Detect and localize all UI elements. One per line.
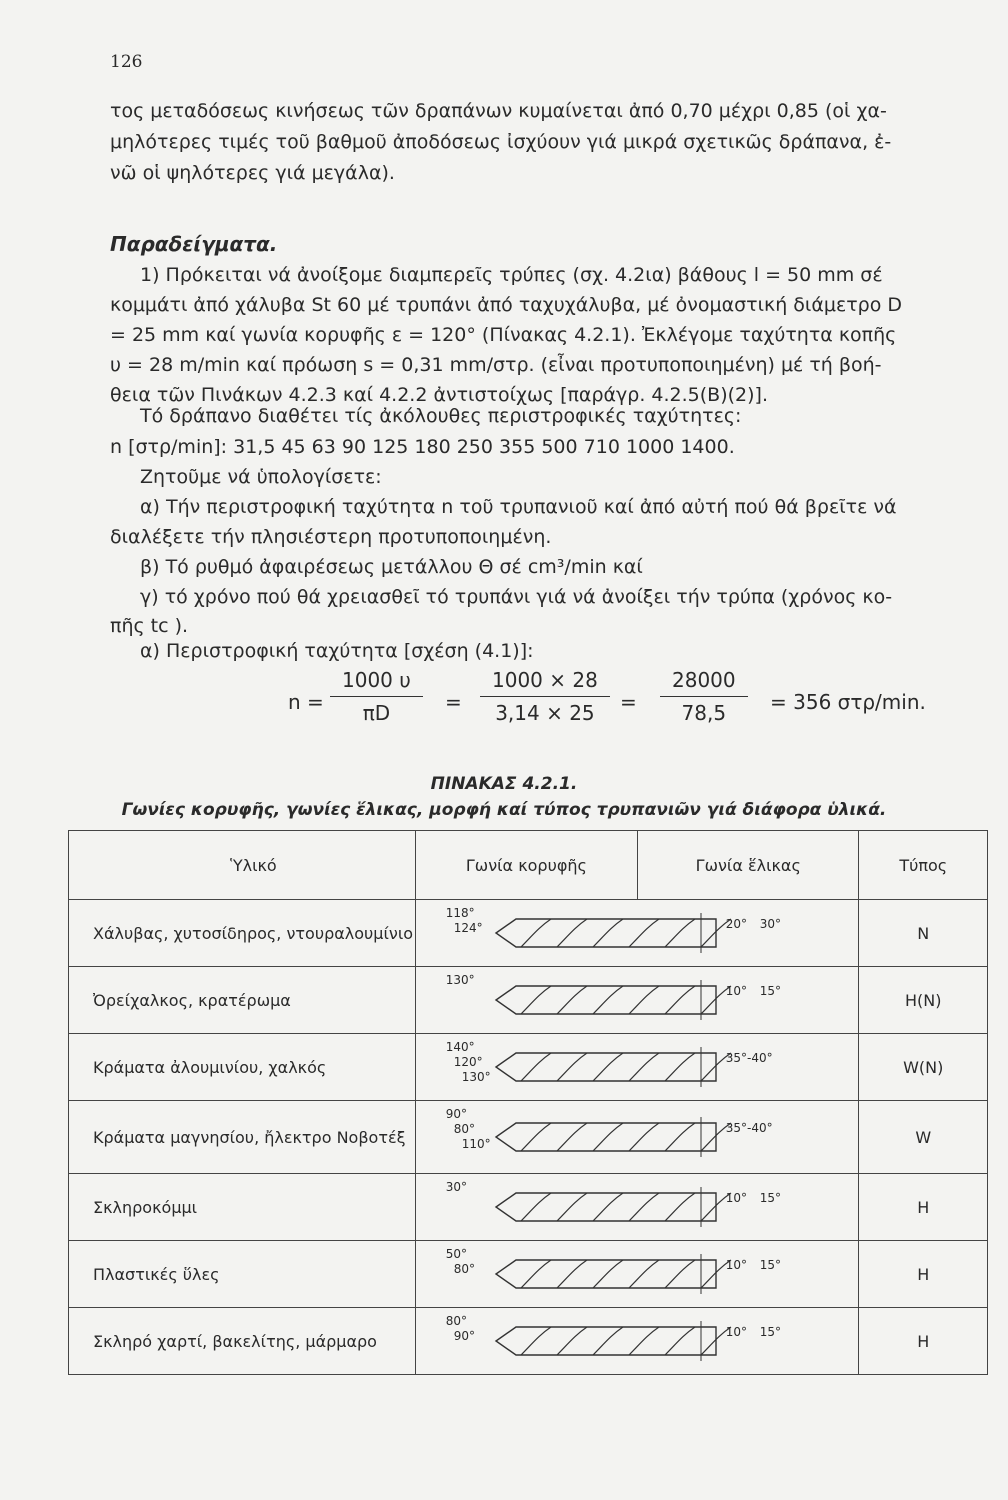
example-line-14: α) Περιστροφική ταχύτητα [σχέση (4.1)]: bbox=[140, 640, 534, 662]
type-cell: W(N) bbox=[859, 1034, 988, 1101]
page-number: 126 bbox=[110, 52, 143, 72]
helix-angle-label: 35°-40° bbox=[725, 1121, 773, 1135]
type-cell: H bbox=[859, 1308, 988, 1375]
drill-bit-drawing bbox=[416, 1034, 872, 1100]
drill-flute-line bbox=[593, 1193, 623, 1221]
type-cell: H(N) bbox=[859, 967, 988, 1034]
material-cell: Ὀρείχαλκος, κρατέρωμα bbox=[69, 967, 416, 1034]
helix-angle-label: 10° bbox=[725, 1191, 748, 1205]
example-line-11: β) Τό ρυθμό ἀφαιρέσεως μετάλλου Θ σέ cm³/min καί bbox=[140, 556, 643, 578]
drill-bit-drawing bbox=[416, 1241, 872, 1307]
helix-angle-label: 30° bbox=[759, 917, 782, 931]
drill-illustration-cell bbox=[415, 1174, 859, 1241]
drill-flute-line bbox=[593, 1123, 623, 1151]
table-row bbox=[69, 1174, 988, 1241]
point-angle-label: 50° bbox=[445, 1247, 468, 1261]
point-angle-label: 140° bbox=[445, 1040, 475, 1054]
drill-flute-line bbox=[557, 986, 587, 1014]
drill-illustration-cell bbox=[415, 1308, 859, 1375]
formula-result: = 356 στρ/min. bbox=[770, 690, 926, 714]
drill-bit-drawing bbox=[416, 900, 872, 966]
point-angle-label: 80° bbox=[453, 1262, 476, 1276]
drill-illustration-cell bbox=[415, 1034, 859, 1101]
formula-eq2: = bbox=[620, 690, 637, 714]
formula-frac1-den: πD bbox=[362, 701, 391, 725]
drill-flute-line bbox=[521, 1193, 551, 1221]
formula-frac2-den: 3,14 × 25 bbox=[495, 701, 595, 725]
intro-line-3: νῶ οἱ ψηλότερες γιά μεγάλα). bbox=[110, 162, 395, 184]
drill-flute-line bbox=[629, 1193, 659, 1221]
drill-flute-line bbox=[521, 1327, 551, 1355]
example-line-5: θεια τῶν Πινάκων 4.2.3 καί 4.2.2 ἀντιστοίχως [παράγρ. 4.2.5(Β)(2)]. bbox=[110, 384, 768, 406]
example-line-3: = 25 mm καί γωνία κορυφῆς ε = 120° (Πίνακας 4.2.1). Ἐκλέγομε ταχύτητα κοπῆς bbox=[110, 324, 897, 346]
drill-flute-line bbox=[521, 986, 551, 1014]
helix-angle-label: 15° bbox=[759, 1258, 782, 1272]
example-line-13: πῆς tc ). bbox=[110, 615, 189, 637]
formula-frac2-num: 1000 × 28 bbox=[480, 668, 610, 697]
drill-flute-line bbox=[521, 1053, 551, 1081]
table-row bbox=[69, 967, 988, 1034]
formula-fraction-1 bbox=[330, 668, 423, 725]
table-row bbox=[69, 900, 988, 967]
drill-flute-line bbox=[593, 1327, 623, 1355]
drill-flute-line bbox=[629, 919, 659, 947]
table-caption-subtitle: Γωνίες κορυφῆς, γωνίες ἕλικας, μορφή καί τύπος τρυπανιῶν γιά διάφορα ὑλικά. bbox=[121, 800, 887, 820]
example-line-9: α) Τήν περιστροφική ταχύτητα n τοῦ τρυπανιοῦ καί ἀπό αὐτή πού θά βρεῖτε νά bbox=[140, 496, 897, 518]
drill-angles-table bbox=[68, 830, 988, 1375]
formula-frac1-num: 1000 υ bbox=[330, 668, 423, 697]
table-row bbox=[69, 1034, 988, 1101]
intro-line-1: τος μεταδόσεως κινήσεως τῶν δραπάνων κυμαίνεται ἀπό 0,70 μέχρι 0,85 (οἱ χα- bbox=[110, 100, 887, 122]
drill-flute-line bbox=[557, 1123, 587, 1151]
example-line-4: υ = 28 m/min καί πρόωση s = 0,31 mm/στρ. (εἶναι προτυποποιημένη) μέ τή βοή- bbox=[110, 354, 882, 376]
drill-flute-line bbox=[521, 1123, 551, 1151]
point-angle-label: 124° bbox=[453, 921, 483, 935]
material-cell: Πλαστικές ὕλες bbox=[69, 1241, 416, 1308]
drill-illustration-cell bbox=[415, 1101, 859, 1174]
drill-flute-line bbox=[629, 1327, 659, 1355]
formula-frac3-num: 28000 bbox=[660, 668, 748, 697]
drill-flute-line bbox=[557, 1193, 587, 1221]
drill-flute-line bbox=[557, 1327, 587, 1355]
helix-angle-label: 35°-40° bbox=[725, 1051, 773, 1065]
helix-angle-label: 10° bbox=[725, 1258, 748, 1272]
material-cell: Σκληροκόμμι bbox=[69, 1174, 416, 1241]
point-angle-label: 90° bbox=[445, 1107, 468, 1121]
material-cell: Σκληρό χαρτί, βακελίτης, μάρμαρο bbox=[69, 1308, 416, 1375]
helix-angle-label: 15° bbox=[759, 1191, 782, 1205]
example-line-12: γ) τό χρόνο πού θά χρειασθεῖ τό τρυπάνι γιά νά ἀνοίξει τήν τρύπα (χρόνος κο- bbox=[140, 586, 893, 608]
formula-frac3-den: 78,5 bbox=[681, 701, 727, 725]
formula-fraction-3 bbox=[660, 668, 748, 725]
drill-flute-line bbox=[593, 919, 623, 947]
table-row bbox=[69, 1101, 988, 1174]
formula-lhs: n = bbox=[288, 690, 324, 714]
drill-flute-line bbox=[521, 919, 551, 947]
type-cell: N bbox=[859, 900, 988, 967]
drill-flute-line bbox=[593, 1053, 623, 1081]
drill-flute-line bbox=[665, 1053, 695, 1081]
drill-flute-line bbox=[629, 1260, 659, 1288]
intro-line-2: μηλότερες τιμές τοῦ βαθμοῦ ἀποδόσεως ἰσχύουν γιά μικρά σχετικῶς δράπανα, ἐ- bbox=[110, 131, 892, 153]
type-cell: W bbox=[859, 1101, 988, 1174]
example-line-7: n [στρ/min]: 31,5 45 63 90 125 180 250 355 500 710 1000 1400. bbox=[110, 436, 735, 458]
helix-angle-label: 10° bbox=[725, 1325, 748, 1339]
header-type: Τύπος bbox=[859, 831, 988, 900]
drill-flute-line bbox=[593, 986, 623, 1014]
drill-flute-line bbox=[557, 919, 587, 947]
drill-illustration-cell bbox=[415, 967, 859, 1034]
drill-bit-drawing bbox=[416, 1174, 872, 1240]
example-line-10: διαλέξετε τήν πλησιέστερη προτυποποιημένη. bbox=[110, 526, 552, 548]
section-heading: Παραδείγματα. bbox=[110, 232, 278, 256]
helix-angle-label: 20° bbox=[725, 917, 748, 931]
point-angle-label: 90° bbox=[453, 1329, 476, 1343]
point-angle-label: 130° bbox=[445, 973, 475, 987]
drill-flute-line bbox=[665, 1260, 695, 1288]
drill-bit-drawing bbox=[416, 967, 872, 1033]
point-angle-label: 80° bbox=[453, 1122, 476, 1136]
example-line-1: 1) Πρόκειται νά ἀνοίξομε διαμπερεῖς τρύπες (σχ. 4.2ια) βάθους l = 50 mm σέ bbox=[140, 264, 883, 286]
example-line-8: Ζητοῦμε νά ὑπολογίσετε: bbox=[140, 466, 382, 488]
table-header-row bbox=[69, 831, 988, 900]
point-angle-label: 118° bbox=[445, 906, 475, 920]
speed-formula bbox=[280, 668, 960, 738]
drill-flute-line bbox=[557, 1260, 587, 1288]
helix-angle-label: 15° bbox=[759, 984, 782, 998]
header-point-angle: Γωνία κορυφῆς bbox=[415, 831, 637, 900]
header-helix-angle: Γωνία ἕλικας bbox=[638, 831, 859, 900]
drill-flute-line bbox=[557, 1053, 587, 1081]
drill-flute-line bbox=[629, 986, 659, 1014]
table-caption-title: ΠΙΝΑΚΑΣ 4.2.1. bbox=[430, 774, 578, 794]
formula-eq1: = bbox=[445, 690, 462, 714]
material-cell: Κράματα μαγνησίου, ἤλεκτρο Νοβοτέξ bbox=[69, 1101, 416, 1174]
point-angle-label: 110° bbox=[461, 1137, 491, 1151]
drill-illustration-cell bbox=[415, 1241, 859, 1308]
point-angle-label: 30° bbox=[445, 1180, 468, 1194]
drill-flute-line bbox=[629, 1123, 659, 1151]
formula-fraction-2 bbox=[480, 668, 610, 725]
material-cell: Κράματα ἀλουμινίου, χαλκός bbox=[69, 1034, 416, 1101]
example-line-2: κομμάτι ἀπό χάλυβα St 60 μέ τρυπάνι ἀπό ταχυχάλυβα, μέ ὀνομαστική διάμετρο D bbox=[110, 294, 903, 316]
type-cell: H bbox=[859, 1241, 988, 1308]
drill-flute-line bbox=[665, 986, 695, 1014]
table-row bbox=[69, 1241, 988, 1308]
drill-flute-line bbox=[629, 1053, 659, 1081]
example-line-6: Τό δράπανο διαθέτει τίς ἀκόλουθες περιστροφικές ταχύτητες: bbox=[140, 405, 742, 427]
header-material: Ὑλικό bbox=[69, 831, 416, 900]
drill-flute-line bbox=[665, 1193, 695, 1221]
drill-flute-line bbox=[521, 1260, 551, 1288]
type-cell: H bbox=[859, 1174, 988, 1241]
point-angle-label: 80° bbox=[445, 1314, 468, 1328]
helix-angle-label: 10° bbox=[725, 984, 748, 998]
helix-angle-label: 15° bbox=[759, 1325, 782, 1339]
drill-flute-line bbox=[665, 919, 695, 947]
drill-flute-line bbox=[665, 1327, 695, 1355]
drill-bit-drawing bbox=[416, 1308, 872, 1374]
material-cell: Χάλυβας, χυτοσίδηρος, ντουραλουμίνιο bbox=[69, 900, 416, 967]
drill-flute-line bbox=[665, 1123, 695, 1151]
drill-illustration-cell bbox=[415, 900, 859, 967]
point-angle-label: 120° bbox=[453, 1055, 483, 1069]
point-angle-label: 130° bbox=[461, 1070, 491, 1084]
drill-flute-line bbox=[593, 1260, 623, 1288]
table-row bbox=[69, 1308, 988, 1375]
